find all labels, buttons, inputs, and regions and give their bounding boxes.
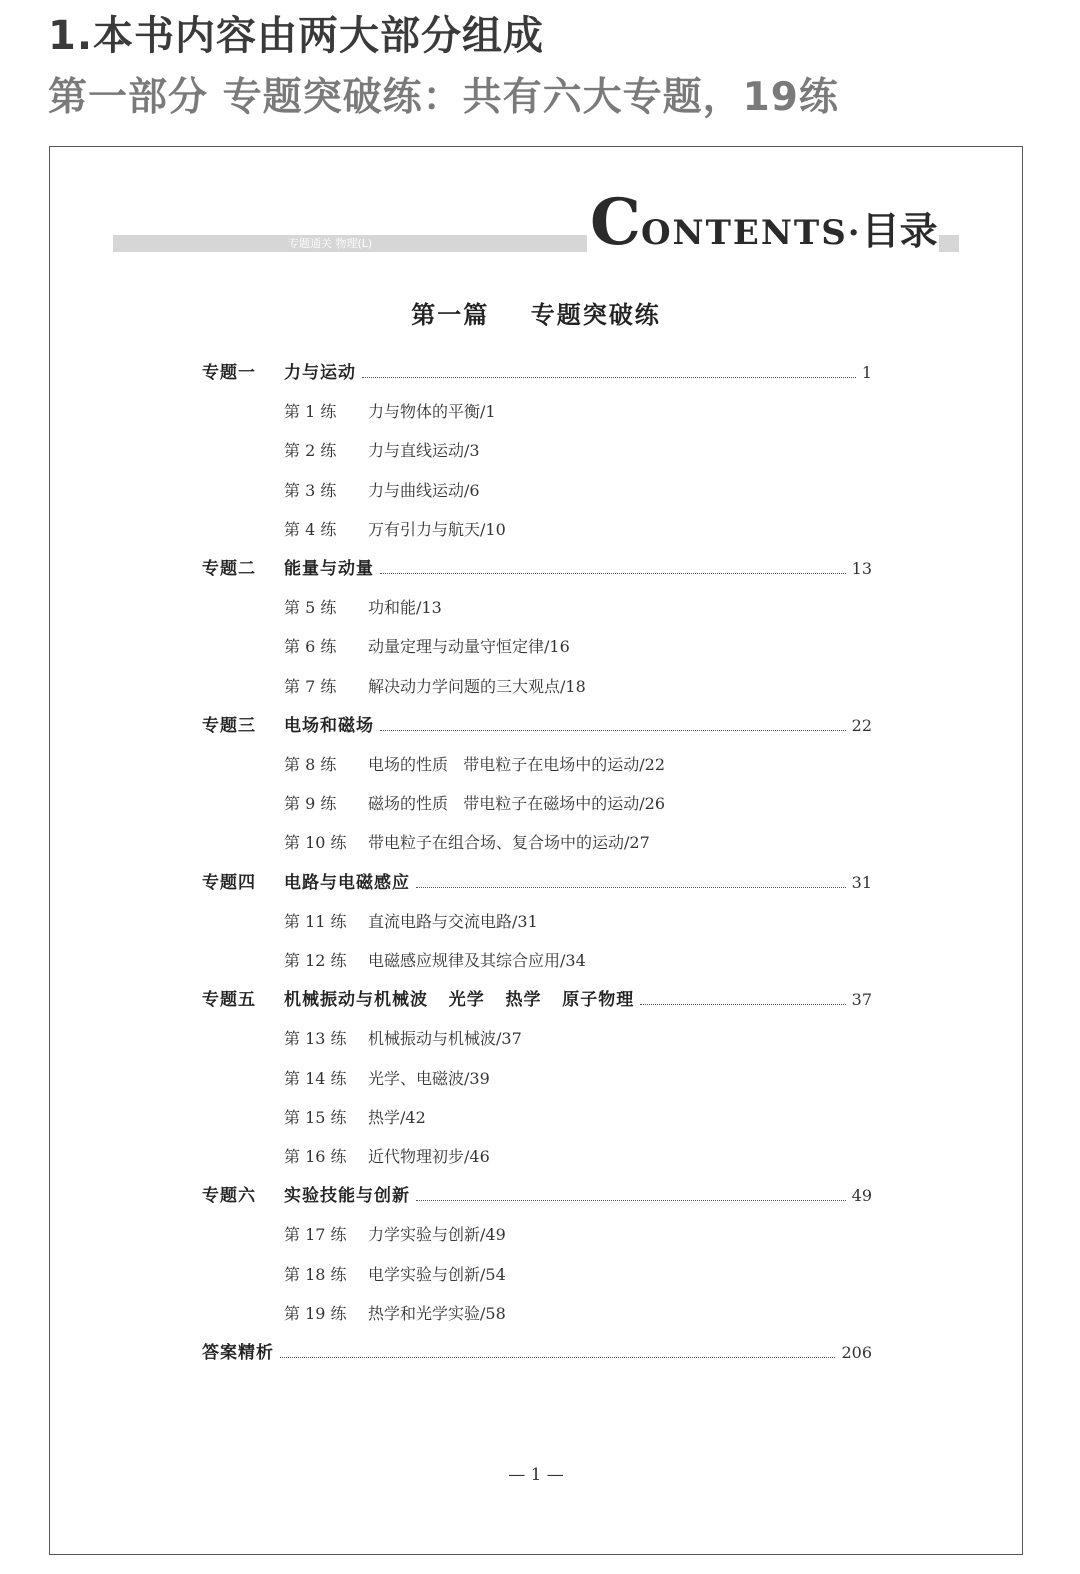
topic-title: 答案精析 bbox=[202, 1343, 274, 1363]
book-page bbox=[49, 146, 1023, 1555]
toc-lesson-entry[interactable] bbox=[202, 1105, 954, 1131]
contents-dot: · bbox=[847, 213, 862, 253]
toc-lesson-entry[interactable] bbox=[202, 595, 954, 621]
topic-title: 机械振动与机械波 光学 热学 原子物理 bbox=[284, 990, 635, 1011]
topic-number: 专题二 bbox=[202, 559, 256, 579]
dot-leader bbox=[380, 729, 846, 731]
heading-line-1: 1.本书内容由两大部分组成 bbox=[48, 13, 545, 59]
part-title: 第一篇 专题突破练 bbox=[411, 301, 661, 329]
lesson-number: 第 9 练 bbox=[284, 794, 337, 814]
contents-cn: 目录 bbox=[861, 209, 938, 253]
lesson-number: 第 3 练 bbox=[284, 480, 337, 500]
topic-title: 力与运动 bbox=[284, 363, 356, 383]
lesson-title: 动量定理与动量守恒定律/16 bbox=[368, 637, 570, 657]
lesson-title: 力学实验与创新/49 bbox=[368, 1225, 506, 1245]
lesson-number: 第 14 练 bbox=[284, 1068, 347, 1088]
lesson-number: 第 6 练 bbox=[284, 637, 337, 657]
lesson-number: 第 16 练 bbox=[284, 1147, 347, 1166]
topic-page-number: 37 bbox=[851, 990, 872, 1010]
toc-lesson-entry[interactable] bbox=[202, 1301, 954, 1327]
topic-number: 专题五 bbox=[202, 990, 256, 1011]
lesson-title: 磁场的性质 带电粒子在磁场中的运动/26 bbox=[368, 794, 666, 814]
toc-lesson-entry[interactable] bbox=[202, 1262, 954, 1288]
lesson-number: 第 7 练 bbox=[284, 676, 337, 696]
dot-leader bbox=[416, 886, 846, 888]
toc-lesson-entry[interactable] bbox=[202, 909, 954, 935]
topic-title: 电路与电磁感应 bbox=[284, 872, 410, 893]
lesson-title: 电学实验与创新/54 bbox=[368, 1264, 506, 1284]
lesson-number: 第 10 练 bbox=[284, 833, 347, 853]
topic-title: 电场和磁场 bbox=[284, 715, 374, 736]
toc-lesson-entry[interactable] bbox=[202, 830, 954, 856]
toc-topic-entry[interactable] bbox=[202, 556, 872, 582]
lesson-title: 万有引力与航天/10 bbox=[368, 519, 506, 539]
lesson-number: 第 12 练 bbox=[284, 951, 347, 970]
lesson-title: 力与直线运动/3 bbox=[368, 441, 480, 461]
toc-lesson-entry[interactable] bbox=[202, 948, 954, 974]
topic-title: 实验技能与创新 bbox=[284, 1186, 410, 1207]
lesson-title: 带电粒子在组合场、复合场中的运动/27 bbox=[368, 833, 650, 853]
contents-initial: C bbox=[590, 185, 641, 260]
lesson-title: 力与物体的平衡/1 bbox=[368, 402, 496, 422]
lesson-title: 直流电路与交流电路/31 bbox=[368, 911, 538, 931]
toc-topic-entry[interactable] bbox=[202, 870, 872, 896]
toc-lesson-entry[interactable] bbox=[202, 1066, 954, 1092]
topic-page-number: 13 bbox=[851, 559, 872, 578]
topic-number: 专题三 bbox=[202, 715, 256, 736]
dot-leader bbox=[280, 1356, 835, 1358]
toc-lesson-entry[interactable] bbox=[202, 674, 954, 700]
toc-lesson-entry[interactable] bbox=[202, 517, 954, 543]
topic-number: 专题一 bbox=[202, 363, 256, 383]
toc-lesson-entry[interactable] bbox=[202, 1222, 954, 1248]
lesson-title: 热学和光学实验/58 bbox=[368, 1303, 506, 1323]
toc-topic-entry[interactable] bbox=[202, 987, 872, 1013]
dot-leader bbox=[362, 376, 856, 378]
lesson-number: 第 17 练 bbox=[284, 1225, 347, 1245]
lesson-number: 第 13 练 bbox=[284, 1029, 347, 1049]
toc-topic-entry[interactable] bbox=[202, 360, 872, 386]
lesson-title: 近代物理初步/46 bbox=[368, 1147, 490, 1166]
contents-banner bbox=[590, 185, 938, 260]
topic-page-number: 31 bbox=[851, 872, 872, 892]
lesson-title: 光学、电磁波/39 bbox=[368, 1068, 490, 1088]
dot-leader bbox=[416, 1199, 846, 1201]
lesson-number: 第 15 练 bbox=[284, 1107, 347, 1127]
contents-word: ONTENTS bbox=[640, 213, 848, 253]
lesson-title: 解决动力学问题的三大观点/18 bbox=[368, 676, 586, 696]
lesson-title: 电场的性质 带电粒子在电场中的运动/22 bbox=[368, 755, 666, 774]
page-number: — 1 — bbox=[508, 1465, 564, 1485]
dot-leader bbox=[640, 1003, 845, 1005]
lesson-title: 机械振动与机械波/37 bbox=[368, 1029, 522, 1049]
lesson-title: 电磁感应规律及其综合应用/34 bbox=[368, 951, 586, 970]
lesson-number: 第 2 练 bbox=[284, 441, 337, 461]
lesson-number: 第 1 练 bbox=[284, 402, 337, 422]
toc-lesson-entry[interactable] bbox=[202, 752, 954, 778]
toc-lesson-entry[interactable] bbox=[202, 634, 954, 660]
toc-topic-entry[interactable] bbox=[202, 1183, 872, 1209]
toc-lesson-entry[interactable] bbox=[202, 478, 954, 504]
topic-number: 专题四 bbox=[202, 872, 256, 893]
toc-topic-entry[interactable] bbox=[202, 713, 872, 739]
lesson-number: 第 5 练 bbox=[284, 598, 337, 618]
topic-page-number: 49 bbox=[851, 1186, 872, 1206]
dot-leader bbox=[380, 572, 846, 574]
toc-lesson-entry[interactable] bbox=[202, 438, 954, 464]
topic-page-number: 22 bbox=[851, 715, 872, 735]
topic-title: 能量与动量 bbox=[284, 559, 374, 579]
toc-lesson-entry[interactable] bbox=[202, 1026, 954, 1052]
toc-topic-entry[interactable] bbox=[202, 1340, 872, 1366]
topic-page-number: 206 bbox=[841, 1343, 872, 1362]
lesson-title: 热学/42 bbox=[368, 1107, 426, 1127]
banner-tag: 专题通关 物理(L) bbox=[288, 237, 373, 250]
toc-lesson-entry[interactable] bbox=[202, 791, 954, 817]
lesson-title: 力与曲线运动/6 bbox=[368, 480, 480, 500]
topic-number: 专题六 bbox=[202, 1186, 256, 1207]
lesson-number: 第 8 练 bbox=[284, 755, 337, 774]
lesson-number: 第 4 练 bbox=[284, 519, 337, 539]
lesson-number: 第 18 练 bbox=[284, 1264, 347, 1284]
topic-page-number: 1 bbox=[861, 363, 872, 382]
heading-line-2: 第一部分 专题突破练：共有六大专题，19练 bbox=[48, 75, 839, 120]
lesson-number: 第 19 练 bbox=[284, 1303, 347, 1323]
lesson-title: 功和能/13 bbox=[368, 598, 442, 618]
toc-lesson-entry[interactable] bbox=[202, 1144, 954, 1170]
toc-lesson-entry[interactable] bbox=[202, 399, 954, 425]
lesson-number: 第 11 练 bbox=[284, 911, 347, 931]
